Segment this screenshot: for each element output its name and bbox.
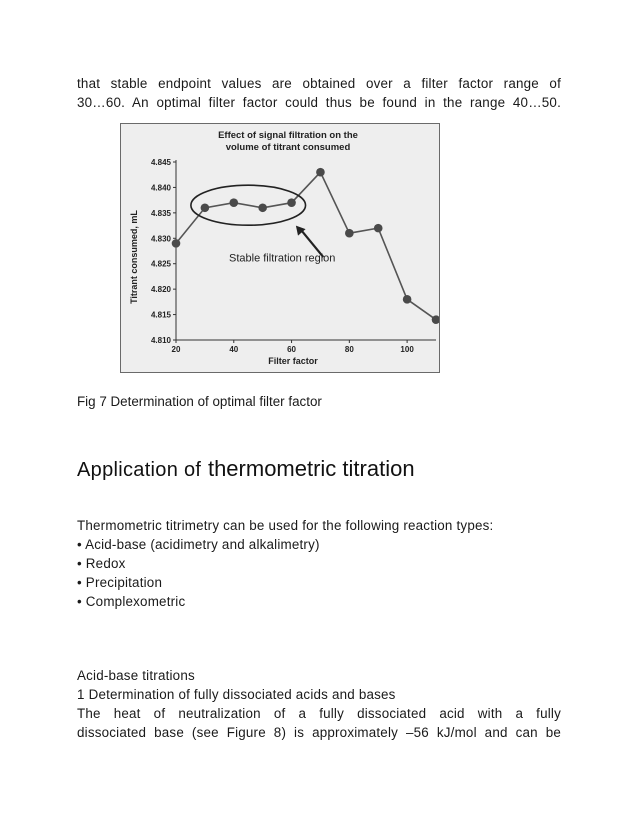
list-item: • Precipitation — [77, 575, 163, 590]
y-tick-label: 4.820 — [150, 285, 171, 295]
y-tick-label: 4.830 — [150, 234, 171, 244]
x-tick-label: 40 — [229, 345, 239, 354]
y-tick-label: 4.840 — [150, 183, 171, 193]
list-item: • Acid-base (acidimetry and alkalimetry) — [77, 537, 320, 552]
x-tick-label: 80 — [344, 345, 354, 354]
figure-caption: Fig 7 Determination of optimal filter factor — [77, 394, 322, 409]
list-item: • Redox — [77, 556, 126, 571]
intro-paragraph — [77, 74, 561, 112]
section-body — [77, 516, 561, 611]
data-point — [316, 168, 325, 177]
data-point — [374, 224, 383, 233]
acid-base-title: Acid-base titrations — [77, 668, 195, 683]
heading-part-2: thermometric titration — [207, 456, 415, 481]
series-line — [176, 172, 436, 320]
x-tick-label: 100 — [400, 345, 414, 354]
y-tick-label: 4.825 — [150, 259, 171, 269]
reaction-type-list — [77, 535, 561, 611]
section-intro: Thermometric titrimetry can be used for the following reaction types: — [77, 518, 494, 533]
data-point — [172, 239, 181, 248]
acid-base-body-line-1: The heat of neutralization of a fully dissociated acid with a fully — [77, 706, 561, 721]
annotation-label: Stable filtration region — [229, 252, 336, 265]
heading-part-1: Application of — [77, 459, 202, 481]
chart-svg — [121, 124, 439, 372]
list-item: • Complexometric — [77, 594, 186, 609]
y-tick-label: 4.810 — [150, 336, 171, 345]
data-point — [258, 203, 267, 212]
acid-base-body-line-2: dissociated base (see Figure 8) is approximately –56 kJ/mol and can be — [77, 725, 561, 740]
y-axis-title: Titrant consumed, mL — [129, 210, 139, 304]
chart-plot — [172, 168, 439, 324]
acid-base-section — [77, 666, 561, 742]
x-tick-label: 20 — [171, 345, 181, 354]
x-axis-title: Filter factor — [268, 356, 318, 366]
chart-title-line-1: Effect of signal filtration on the — [218, 130, 358, 141]
chart-title-line-2: volume of titrant consumed — [225, 142, 351, 153]
data-point — [201, 203, 210, 212]
data-point — [287, 198, 296, 207]
data-point — [403, 295, 412, 304]
intro-line-2: 30…60. An optimal filter factor could thus be found in the range 40…50. — [77, 95, 561, 110]
section-heading — [77, 455, 415, 483]
acid-base-subtitle: 1 Determination of fully dissociated acids and bases — [77, 687, 396, 702]
data-point — [345, 229, 354, 238]
y-tick-label: 4.815 — [150, 310, 171, 320]
intro-line-1: that stable endpoint values are obtained over a filter factor range of — [77, 76, 561, 91]
x-tick-label: 60 — [287, 345, 297, 354]
figure-chart — [120, 123, 440, 373]
data-point — [229, 198, 238, 207]
y-tick-label: 4.835 — [150, 208, 171, 218]
y-tick-label: 4.845 — [150, 158, 171, 167]
